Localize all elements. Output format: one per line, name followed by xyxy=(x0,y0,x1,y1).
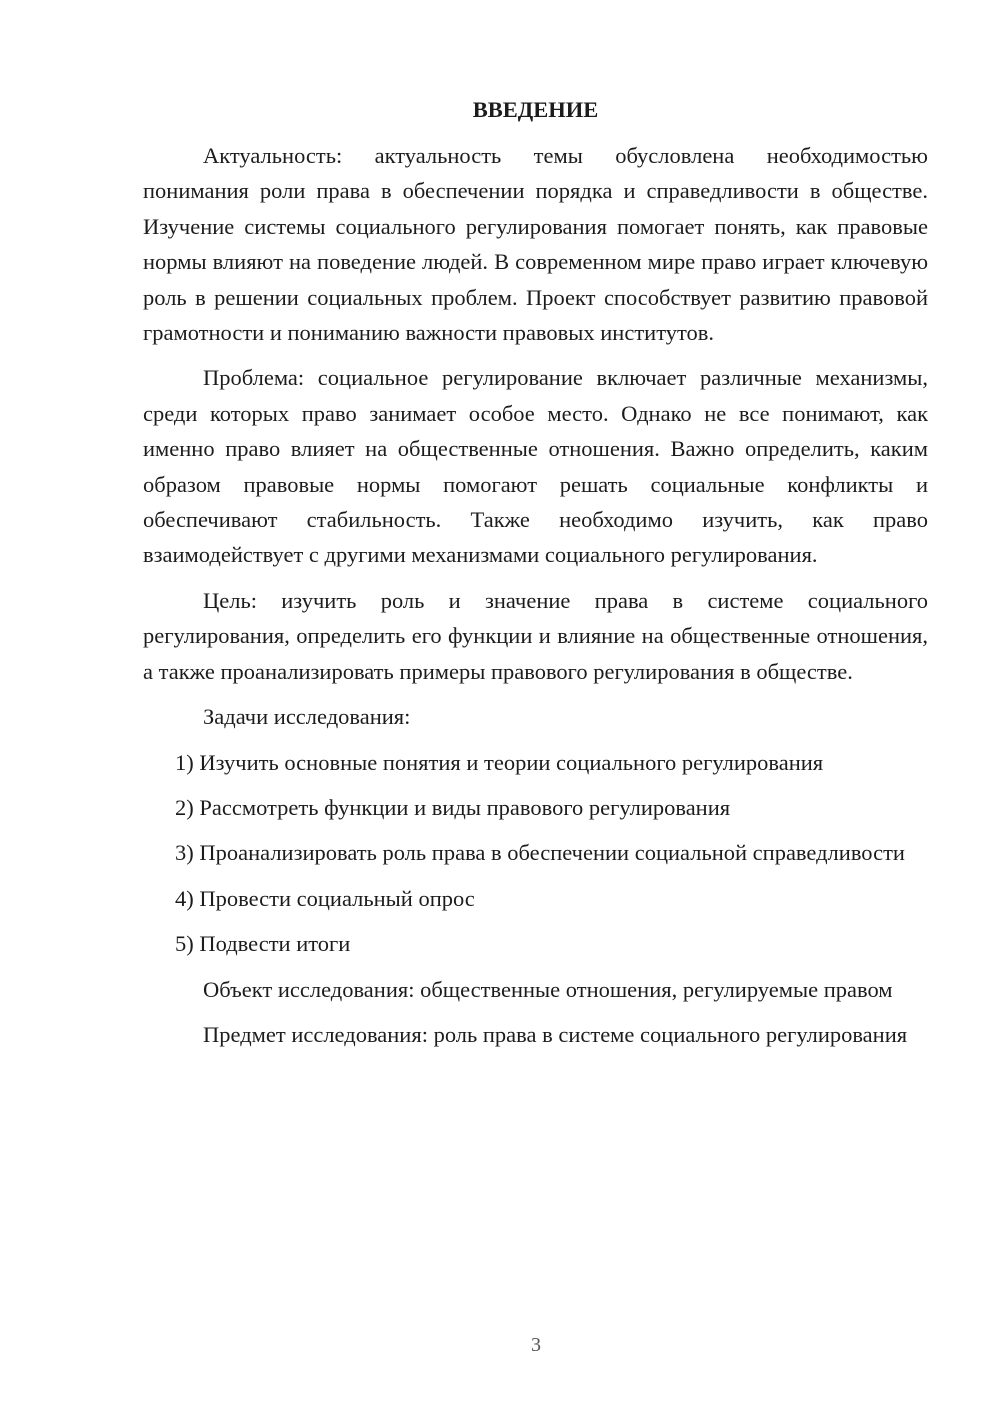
page-content xyxy=(143,92,928,1062)
page-title: ВВЕДЕНИЕ xyxy=(472,97,599,122)
paragraph-relevance: Актуальность: актуальность темы обусловлена необходимостью понимания роли права в обеспечении порядка и справедливости в обществе. Изучение системы социального регулирования помогает понять, как правовые нормы влияют на поведение людей. В современном мире право играет ключевую роль в решении социальных проблем. Проект способствует развитию правовой грамотности и пониманию важности правовых институтов. xyxy=(143,143,928,346)
task-item: 4) Провести социальный опрос xyxy=(175,885,475,911)
paragraph-subject: Предмет исследования: роль права в системе социального регулирования xyxy=(203,1021,908,1047)
task-item: 1) Изучить основные понятия и теории социального регулирования xyxy=(175,749,824,775)
page-number: 3 xyxy=(531,1334,541,1356)
tasks-heading: Задачи исследования: xyxy=(203,704,411,730)
paragraph-problem: Проблема: социальное регулирование включает различные механизмы, среди которых право занимает особое место. Однако не все понимают, как именно право влияет на общественные отношения. Важно определить, каким образом правовые нормы помогают решать социальные конфликты и обеспечивают стабильность. Также необходимо изучить, как право взаимодействует с другими механизмами социального регулирования. xyxy=(143,365,928,568)
task-item: 3) Проанализировать роль права в обеспечении социальной справедливости xyxy=(175,840,905,866)
paragraph-goal: Цель: изучить роль и значение права в системе социального регулирования, определить его функции и влияние на общественные отношения, а также проанализировать примеры правового регулирования в обществе. xyxy=(143,587,928,684)
task-item: 2) Рассмотреть функции и виды правового регулирования xyxy=(175,794,731,820)
task-item: 5) Подвести итоги xyxy=(175,931,351,957)
paragraph-object: Объект исследования: общественные отношения, регулируемые правом xyxy=(203,976,893,1002)
